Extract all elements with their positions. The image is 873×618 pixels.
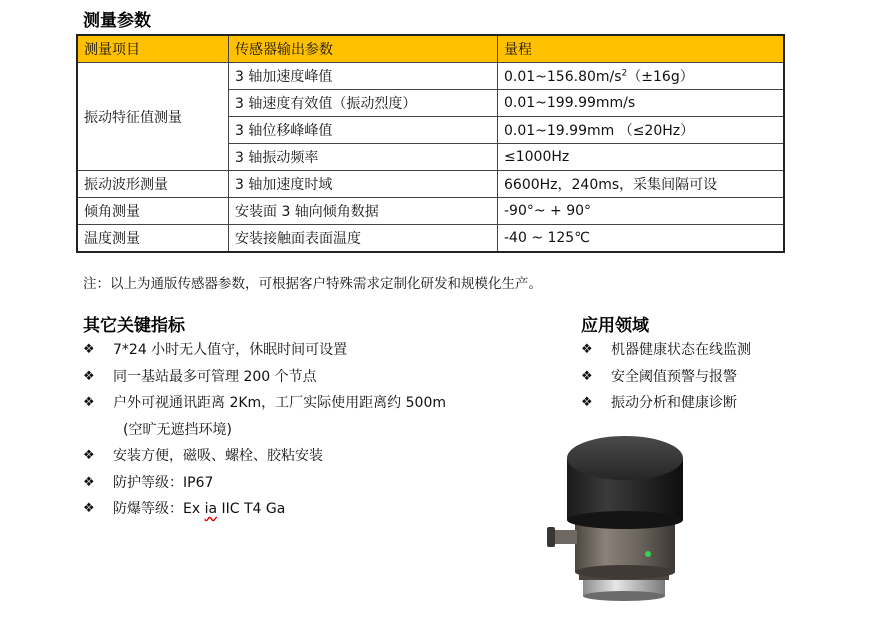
- table-note: 注：以上为通版传感器参数，可根据客户特殊需求定制化研发和规模化生产。: [83, 276, 542, 292]
- header-range: 量程: [498, 35, 785, 63]
- range-cell: $0.01\sim 156.80m/s^2(\pm 16g)$: [498, 63, 785, 90]
- param-cell: 3 轴加速度时域: [229, 171, 498, 198]
- range-cell: 0.01~199.99mm/s: [498, 90, 785, 117]
- diamond-bullet-icon: ❖: [83, 474, 95, 490]
- applications-title: 应用领域: [581, 316, 649, 336]
- group-label-cell: 振动特征值测量: [77, 63, 229, 171]
- list-item: ❖ 户外可视通讯距离 2Km，工厂实际使用距离约 500m: [83, 390, 446, 417]
- list-item: ❖ 振动分析和健康诊断: [581, 390, 751, 417]
- diamond-bullet-icon: ❖: [83, 395, 95, 410]
- range-cell: 6600Hz，240ms，采集间隔可设: [498, 171, 785, 198]
- table-header-row: [77, 35, 784, 63]
- other-indicators-title: 其它关键指标: [83, 316, 185, 336]
- header-param: 传感器输出参数: [229, 35, 498, 63]
- diamond-bullet-icon: ❖: [83, 342, 95, 357]
- spellcheck-underline: ia: [204, 501, 218, 517]
- list-item: ❖ 防护等级：IP67: [83, 470, 446, 497]
- param-cell: 安装面 3 轴向倾角数据: [229, 198, 498, 225]
- table-row: [77, 63, 784, 90]
- diamond-bullet-icon: ❖: [581, 395, 593, 410]
- range-cell: 0.01~19.99mm （≤20Hz）: [498, 117, 785, 144]
- range-cell: -40 ~ 125℃: [498, 225, 785, 253]
- diamond-bullet-icon: ❖: [581, 342, 593, 357]
- params-table: [76, 34, 785, 253]
- header-item: 测量项目: [77, 35, 229, 63]
- status-led-icon: [645, 551, 651, 557]
- diamond-bullet-icon: ❖: [83, 501, 95, 516]
- item-cell: 振动波形测量: [77, 171, 229, 198]
- param-cell: 安装接触面表面温度: [229, 225, 498, 253]
- item-cell: 温度测量: [77, 225, 229, 253]
- list-item-continuation: (空旷无遮挡环境): [123, 421, 232, 438]
- table-row: [77, 198, 784, 225]
- param-cell: 3 轴振动频率: [229, 144, 498, 171]
- range-cell: ≤1000Hz: [498, 144, 785, 171]
- range-cell: -90°~ + 90°: [498, 198, 785, 225]
- param-cell: 3 轴速度有效值（振动烈度）: [229, 90, 498, 117]
- list-item: ❖ 同一基站最多可管理 200 个节点: [83, 364, 446, 391]
- param-cell: 3 轴加速度峰值: [229, 63, 498, 90]
- param-cell: 3 轴位移峰峰值: [229, 117, 498, 144]
- list-item: ❖ 防爆等级：Ex ia IIC T4 Ga: [83, 496, 446, 523]
- diamond-bullet-icon: ❖: [83, 448, 95, 463]
- other-indicators-list: [83, 337, 446, 523]
- list-item: ❖ 7*24 小时无人值守，休眠时间可设置: [83, 337, 446, 364]
- diamond-bullet-icon: ❖: [83, 368, 95, 384]
- list-item: ❖ 安全阈值预警与报警: [581, 364, 751, 391]
- params-title: 测量参数: [83, 11, 151, 31]
- item-cell: 倾角测量: [77, 198, 229, 225]
- vibration-sensor-image: [545, 428, 705, 608]
- list-item: ❖ 机器健康状态在线监测: [581, 337, 751, 364]
- applications-list: [581, 337, 751, 417]
- table-row: [77, 171, 784, 198]
- diamond-bullet-icon: ❖: [581, 368, 593, 384]
- list-item: ❖ 安装方便，磁吸、螺栓、胶粘安装: [83, 443, 446, 470]
- table-row: [77, 225, 784, 253]
